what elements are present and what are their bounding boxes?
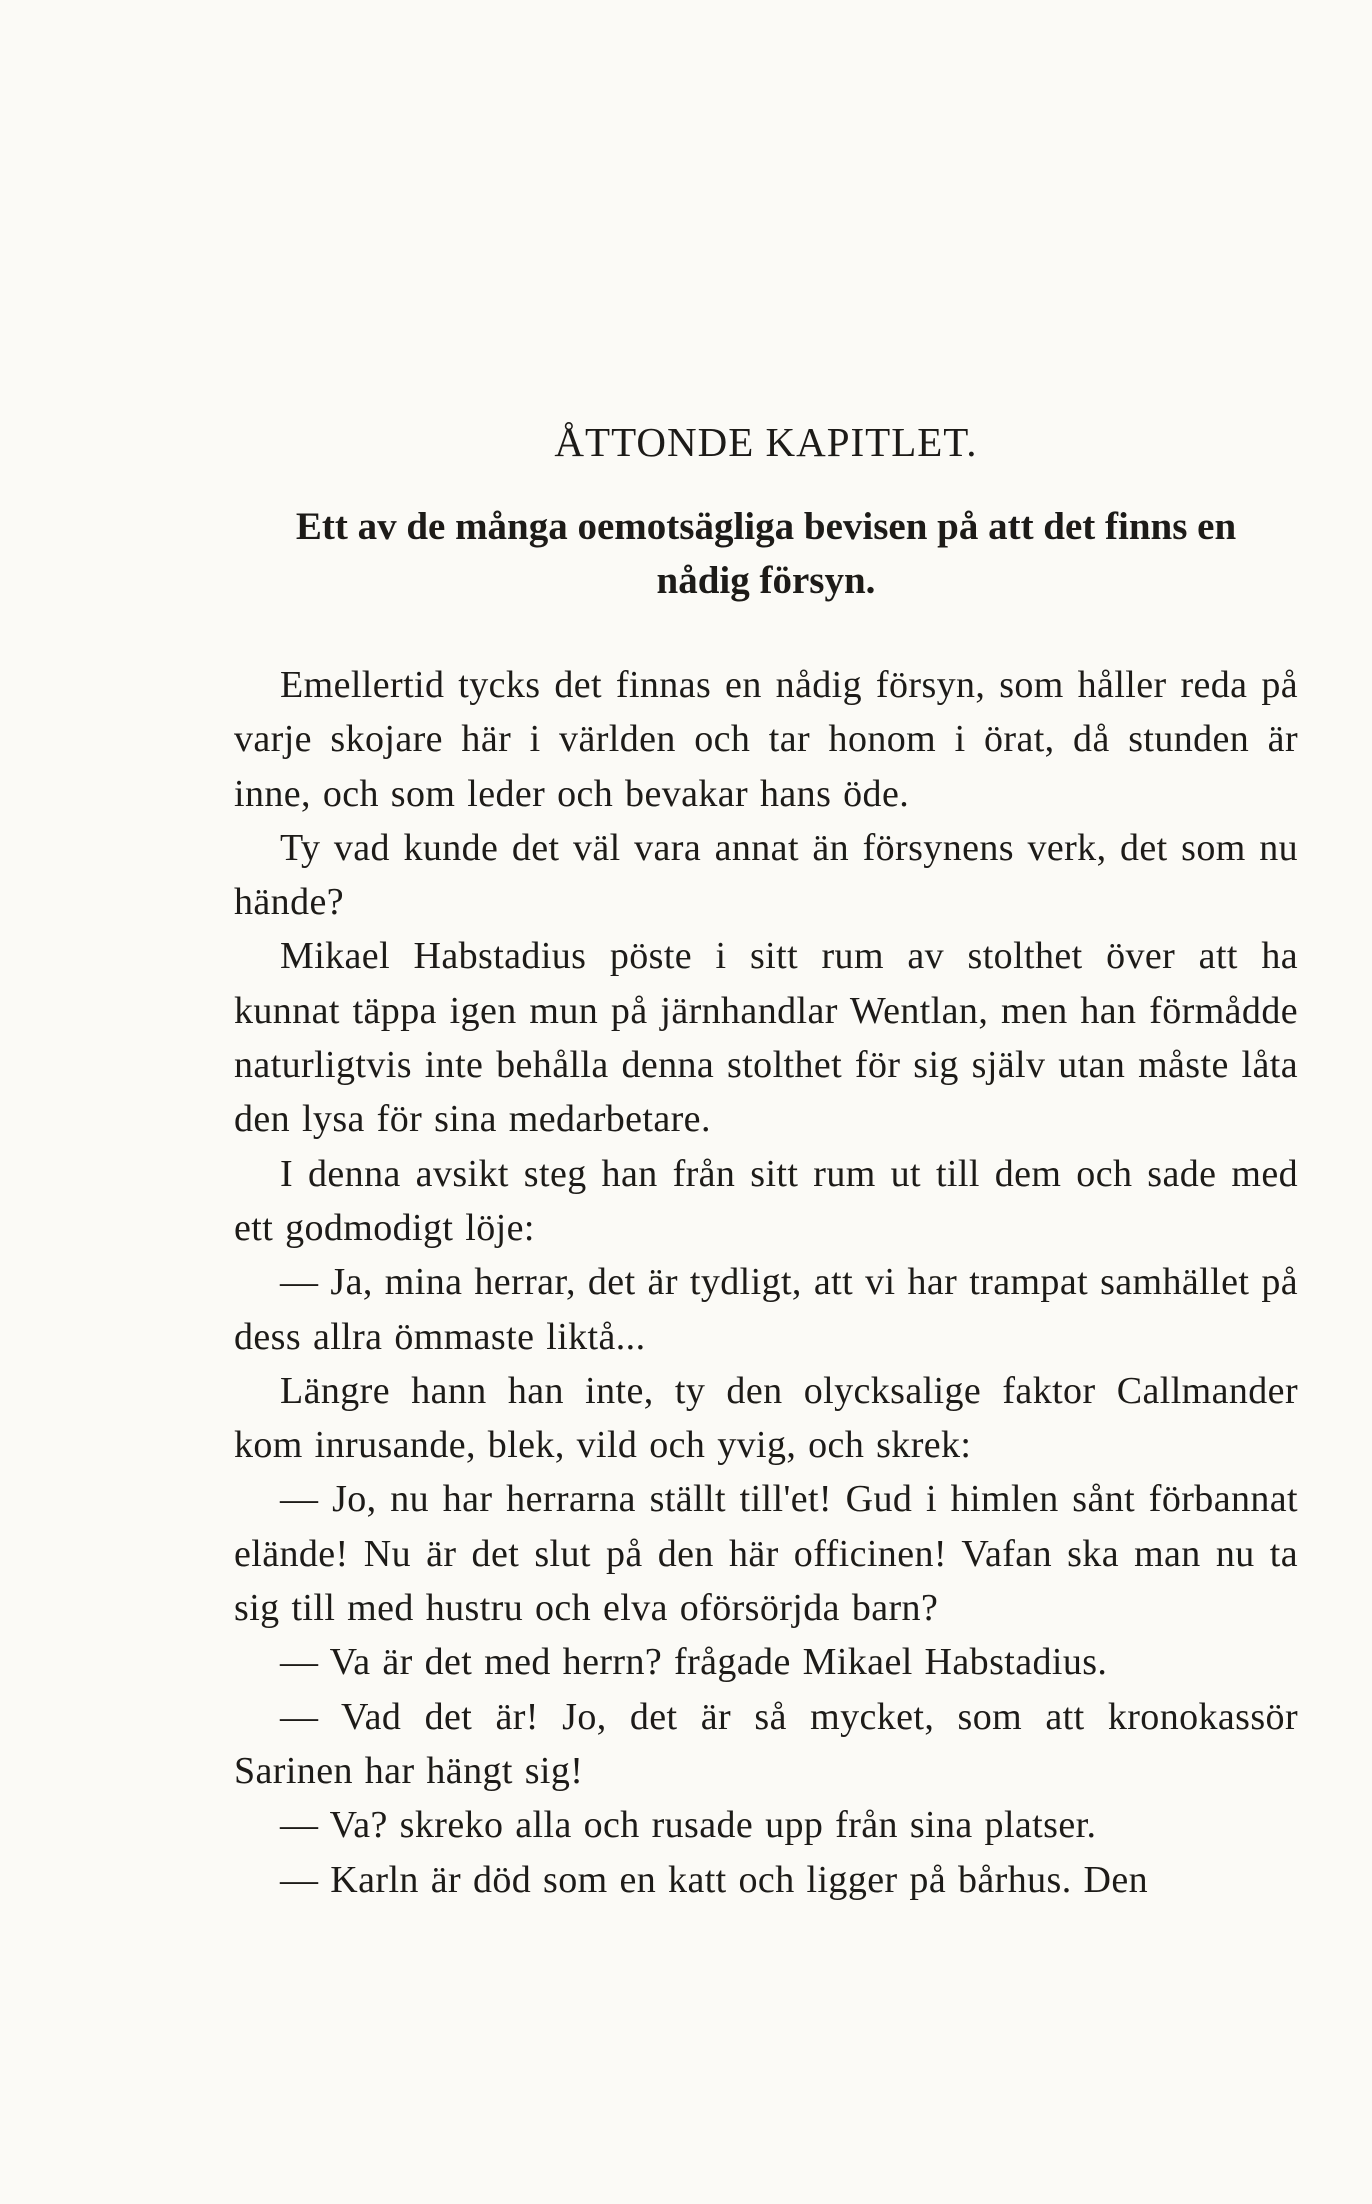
chapter-title: ÅTTONDE KAPITLET. (554, 419, 978, 465)
paragraph: Mikael Habstadius pöste i sitt rum av stolthet över att ha kunnat täppa igen mun på järnhandlar Wentlan, men han förmådde naturligtvis inte behålla denna stolthet för sig själv utan måste låta den lysa för sina medarbetare. (234, 935, 1298, 1141)
paragraph: Längre hann han inte, ty den olycksalige faktor Callmander kom inrusande, blek, vild och yvig, och skrek: (234, 1369, 1298, 1467)
paragraph: — Jo, nu har herrarna ställt till'et! Gud i himlen sånt förbannat elände! Nu är det slut på den här officinen! Vafan ska man nu ta sig till med hustru och elva oförsörjda barn? (234, 1478, 1298, 1630)
chapter-subtitle-line-2: nådig försyn. (656, 559, 876, 602)
chapter-subtitle (234, 500, 1298, 608)
page-text (234, 412, 1298, 1907)
chapter-subtitle-line-1: Ett av de många oemotsägliga bevisen på att det finns en (295, 505, 1237, 548)
paragraph: Ty vad kunde det väl vara annat än försynens verk, det som nu hände? (234, 826, 1298, 924)
paragraph: — Vad det är! Jo, det är så mycket, som att kronokassör Sarinen har hängt sig! (234, 1695, 1298, 1792)
paragraph: — Karln är död som en katt och ligger på bårhus. Den (280, 1858, 1149, 1901)
paragraph: Emellertid tycks det finnas en nådig försyn, som håller reda på varje skojare här i världen och tar honom i örat, då stunden är inne, och som leder och bevakar hans öde. (234, 664, 1298, 815)
paragraph: I denna avsikt steg han från sitt rum ut till dem och sade med ett godmodigt löje: (234, 1152, 1298, 1249)
paragraph: — Ja, mina herrar, det är tydligt, att vi har trampat samhället på dess allra ömmaste liktå... (234, 1261, 1298, 1358)
paragraph: — Va? skreko alla och rusade upp från sina platser. (280, 1804, 1097, 1847)
paragraph: — Va är det med herrn? frågade Mikael Habstadius. (280, 1641, 1108, 1684)
